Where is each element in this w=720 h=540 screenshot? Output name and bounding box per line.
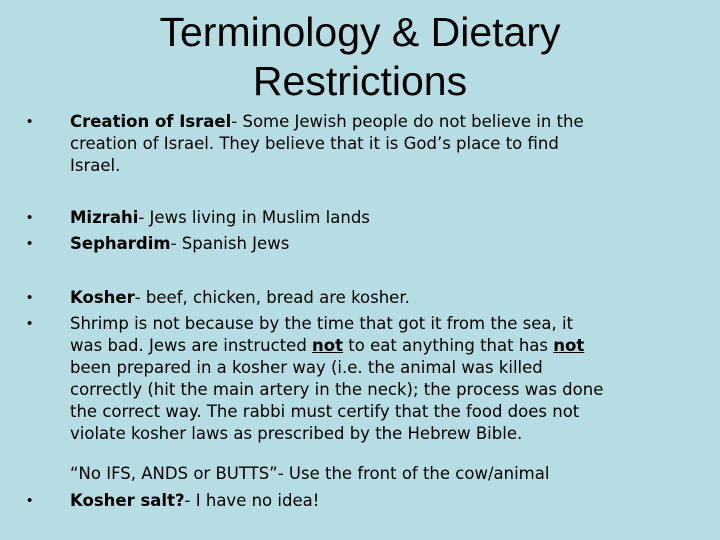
slide-title [60, 8, 660, 106]
emphasis-not: not [312, 336, 344, 355]
title-line-2: Restrictions [252, 58, 468, 104]
term-creation-of-israel: Creation of Israel [70, 112, 232, 131]
emphasis-not: not [553, 336, 585, 355]
list-item-text [70, 463, 688, 485]
item-text-line: - I have no idea! [184, 491, 320, 510]
item-text-line: the correct way. The rabbi must certify that the food does not [70, 402, 580, 421]
item-text-line: - Jews living in Muslim lands [138, 208, 370, 227]
item-text-line: correctly (hit the main artery in the neck); the process was done [70, 380, 604, 399]
title-line-1: Terminology & Dietary [159, 9, 561, 55]
list-item-text [70, 233, 688, 255]
list-item-text [70, 313, 688, 445]
term-kosher-salt: Kosher salt? [70, 491, 185, 510]
bullet-icon: • [27, 289, 33, 306]
bullet-icon: • [27, 235, 33, 252]
item-text-line: - Some Jewish people do not believe in the [231, 112, 584, 131]
list-item-text [70, 287, 688, 309]
item-text-line: was bad. Jews are instructed [70, 336, 313, 355]
item-text-line: Shrimp is not because by the time that got it from the sea, it [70, 314, 574, 333]
item-text-line: - beef, chicken, bread are kosher. [134, 288, 410, 307]
term-sephardim: Sephardim [70, 234, 171, 253]
bullet-icon: • [27, 315, 33, 332]
bullet-icon: • [27, 492, 33, 509]
term-mizrahi: Mizrahi [70, 208, 139, 227]
list-item-text [70, 111, 688, 177]
term-kosher: Kosher [70, 288, 135, 307]
item-text-line: creation of Israel. They believe that it is God’s place to find [70, 134, 559, 153]
item-text-line: - Spanish Jews [170, 234, 290, 253]
item-text-line: Israel. [70, 156, 121, 175]
bullet-icon: • [27, 113, 33, 130]
list-item-text [70, 490, 688, 512]
item-text-line: “No IFS, ANDS or BUTTS”- Use the front of the cow/animal [70, 464, 550, 483]
bullet-icon: • [27, 209, 33, 226]
list-item-text [70, 207, 688, 229]
item-text-line: violate kosher laws as prescribed by the Hebrew Bible. [70, 424, 523, 443]
item-text-line: to eat anything that has [343, 336, 554, 355]
item-text-line: been prepared in a kosher way (i.e. the animal was killed [70, 358, 543, 377]
